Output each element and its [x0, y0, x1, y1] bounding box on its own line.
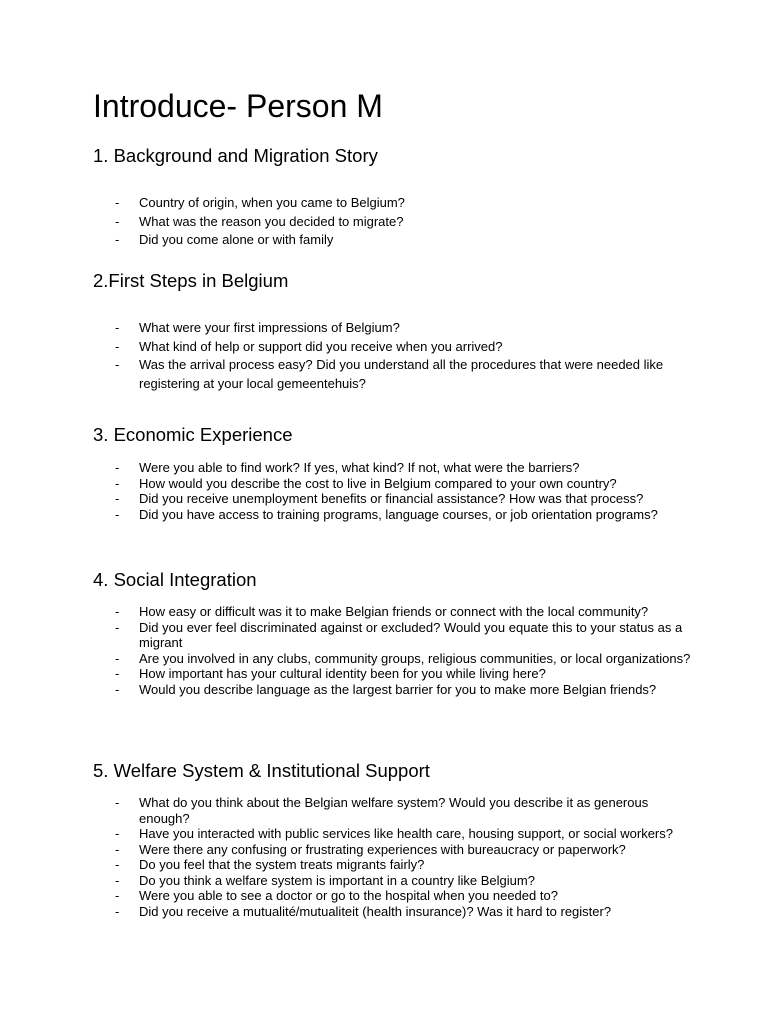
bullet-dash: - [115, 650, 120, 666]
bullet-dash: - [115, 232, 120, 247]
question-text: Did you come alone or with family [139, 232, 334, 247]
question-item [93, 904, 693, 920]
question-item [93, 507, 693, 523]
section-heading: 2.First Steps in Belgium [93, 270, 289, 291]
bullet-dash: - [115, 666, 120, 681]
question-list [93, 319, 693, 393]
bullet-dash: - [115, 213, 120, 229]
question-text: Were you able to find work? If yes, what kind? If not, what were the barriers? [139, 460, 580, 475]
bullet-dash: - [115, 795, 120, 810]
question-item [93, 604, 693, 620]
question-text: Do you feel that the system treats migrants fairly? [139, 857, 425, 872]
question-text: Are you involved in any clubs, community groups, religious communities, or local organizations? [139, 650, 691, 666]
section-first-steps [93, 270, 693, 393]
document-title: Introduce- Person M [93, 88, 383, 124]
question-text: What do you think about the Belgian welfare system? Would you describe it as generous enough? [139, 795, 649, 826]
question-item [93, 356, 693, 393]
bullet-dash: - [115, 888, 120, 903]
question-item [93, 682, 693, 698]
question-list [93, 460, 693, 522]
bullet-dash: - [115, 604, 120, 619]
section-social-integration [93, 569, 693, 697]
bullet-dash: - [115, 619, 120, 635]
question-text: Did you have access to training programs, language courses, or job orientation programs? [139, 506, 658, 522]
question-item [93, 651, 693, 667]
bullet-dash: - [115, 506, 120, 522]
question-text: Country of origin, when you came to Belgium? [139, 195, 405, 210]
section-welfare-system [93, 760, 693, 919]
question-item [93, 666, 693, 682]
bullet-dash: - [115, 872, 120, 888]
bullet-dash: - [115, 857, 120, 872]
bullet-dash: - [115, 491, 120, 506]
question-item [93, 842, 693, 858]
question-item [93, 194, 693, 213]
question-text: How important has your cultural identity been for you while living here? [139, 666, 546, 681]
question-item [93, 491, 693, 507]
question-text: What kind of help or support did you receive when you arrived? [139, 338, 503, 354]
bullet-dash: - [115, 320, 120, 335]
question-item [93, 213, 693, 232]
question-item [93, 476, 693, 492]
section-heading: 3. Economic Experience [93, 424, 293, 445]
question-text: What was the reason you decided to migrate? [139, 213, 404, 229]
question-item [93, 826, 693, 842]
section-economic-experience [93, 424, 693, 522]
question-text: Were you able to see a doctor or go to the hospital when you needed to? [139, 888, 558, 903]
question-item [93, 338, 693, 357]
question-text: Do you think a welfare system is important in a country like Belgium? [139, 872, 535, 888]
question-item [93, 620, 693, 651]
question-text: How would you describe the cost to live in Belgium compared to your own country? [139, 475, 617, 491]
question-list [93, 795, 693, 919]
question-text: Was the arrival process easy? Did you understand all the procedures that were needed like registering at your local gemeentehuis? [139, 357, 664, 391]
bullet-dash: - [115, 475, 120, 491]
question-list [93, 604, 693, 697]
question-text: What were your first impressions of Belgium? [139, 320, 400, 335]
bullet-dash: - [115, 357, 120, 372]
question-text: Would you describe language as the largest barrier for you to make more Belgian friends? [139, 681, 657, 697]
question-item [93, 231, 693, 250]
bullet-dash: - [115, 460, 120, 475]
question-text: Have you interacted with public services like health care, housing support, or social workers? [139, 826, 673, 841]
question-item [93, 888, 693, 904]
question-item [93, 795, 693, 826]
section-heading: 4. Social Integration [93, 569, 257, 590]
question-text: Did you receive a mutualité/mutualiteit (health insurance)? Was it hard to register? [139, 903, 612, 919]
bullet-dash: - [115, 841, 120, 857]
question-text: How easy or difficult was it to make Belgian friends or connect with the local community? [139, 604, 649, 619]
question-item [93, 857, 693, 873]
section-background-migration [93, 145, 693, 250]
question-text: Did you ever feel discriminated against or excluded? Would you equate this to your status as a migrant [139, 619, 683, 650]
bullet-dash: - [115, 826, 120, 841]
question-text: Did you receive unemployment benefits or financial assistance? How was that process? [139, 491, 644, 506]
question-list [93, 194, 693, 250]
section-heading: 1. Background and Migration Story [93, 145, 378, 166]
bullet-dash: - [115, 681, 120, 697]
bullet-dash: - [115, 903, 120, 919]
question-item [93, 873, 693, 889]
question-item [93, 460, 693, 476]
bullet-dash: - [115, 195, 120, 210]
question-text: Were there any confusing or frustrating experiences with bureaucracy or paperwork? [139, 841, 626, 857]
section-heading: 5. Welfare System & Institutional Support [93, 760, 430, 781]
question-item [93, 319, 693, 338]
bullet-dash: - [115, 338, 120, 354]
